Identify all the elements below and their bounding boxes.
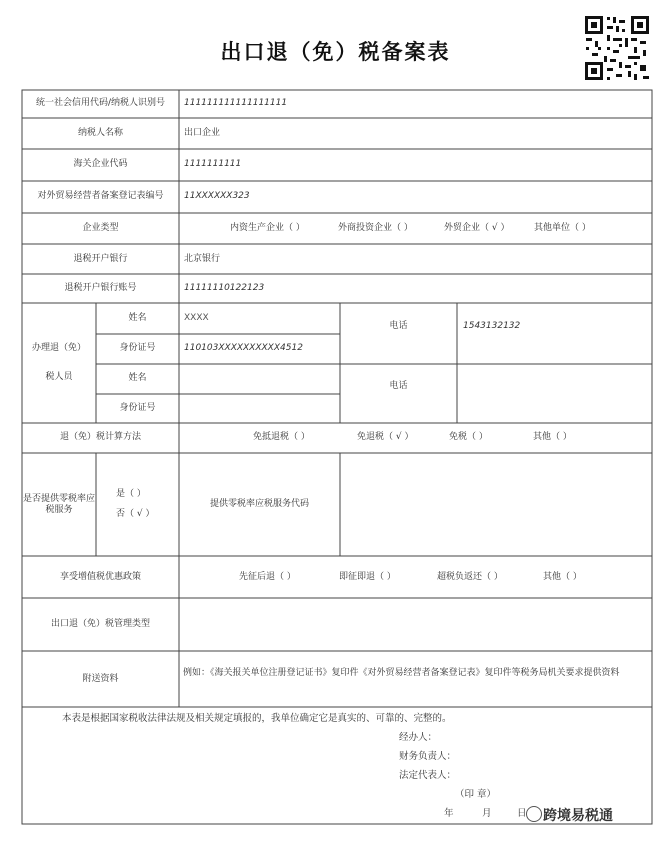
label-seal: （印 章）	[455, 789, 497, 800]
label-handler-line2: 税人员	[45, 372, 73, 382]
value-credit-code: 111111111111111111	[184, 98, 288, 108]
value-id-1: 110103XXXXXXXXXX4512	[184, 343, 303, 353]
option-exempt-credit-refund: 免抵退税（ ）	[253, 432, 310, 442]
option-trade-enterprise: 外贸企业（ √ ）	[444, 223, 510, 233]
label-trade-reg-no: 对外贸易经营者备案登记表编号	[37, 191, 164, 201]
label-handler-sign: 经办人：	[399, 732, 438, 743]
label-zero-rate-code: 提供零税率应税服务代码	[209, 499, 309, 509]
label-zero-rate-service: 是否提供零税率应税服务	[22, 494, 95, 515]
option-other-unit: 其他单位（ ）	[534, 223, 591, 233]
value-phone-1: 1543132132	[463, 321, 521, 331]
label-name-1: 姓名	[128, 313, 147, 323]
option-no: 否（ √ ）	[116, 509, 155, 519]
value-refund-account: 11111110122123	[184, 283, 265, 293]
option-immediate-refund: 即征即退（ ）	[339, 572, 396, 582]
option-levy-then-refund: 先征后退（ ）	[239, 572, 296, 582]
value-refund-bank: 北京银行	[184, 254, 221, 264]
option-yes: 是（ ）	[116, 489, 146, 499]
option-policy-other: 其他（ ）	[543, 572, 582, 582]
label-vat-policy: 享受增值税优惠政策	[59, 572, 141, 582]
option-calc-other: 其他（ ）	[533, 432, 572, 442]
label-id-2: 身份证号	[119, 403, 156, 413]
label-credit-code: 统一社会信用代码/纳税人识别号	[35, 98, 166, 108]
wechat-icon	[526, 806, 542, 822]
label-phone-2: 电话	[389, 381, 408, 391]
label-customs-code: 海关企业代码	[73, 159, 128, 169]
label-phone-1: 电话	[389, 321, 408, 331]
declaration-statement: 本表是根据国家税收法律法规及相关规定填报的，我单位确定它是真实的、可靠的、完整的。	[62, 713, 452, 724]
form-title: 出口退（免）税备案表	[220, 40, 451, 64]
option-foreign-invested: 外商投资企业（ ）	[338, 223, 413, 233]
label-taxpayer-name: 纳税人名称	[77, 128, 123, 138]
watermark: 跨境易税通	[543, 808, 613, 824]
label-finance-sign: 财务负责人：	[399, 751, 457, 762]
value-attachments: 例如：《海关报关单位注册登记证书》复印件《对外贸易经营者备案登记表》复印件等税务局机关要求提供资料	[183, 668, 620, 678]
value-trade-reg-no: 11XXXXXX323	[184, 191, 250, 201]
option-domestic-producer: 内资生产企业（ ）	[230, 223, 305, 233]
label-day: 日	[517, 808, 527, 819]
label-id-1: 身份证号	[119, 343, 156, 353]
label-mgmt-type: 出口退（免）税管理类型	[50, 619, 150, 629]
label-refund-bank: 退税开户银行	[73, 254, 128, 264]
label-attachments: 附送资料	[82, 674, 119, 684]
value-name-1: XXXX	[184, 313, 209, 323]
label-name-2: 姓名	[128, 373, 147, 383]
value-taxpayer-name: 出口企业	[184, 128, 221, 138]
option-exempt-refund: 免退税（ √ ）	[357, 432, 414, 442]
label-refund-account: 退税开户银行账号	[64, 283, 137, 293]
label-year: 年	[444, 808, 454, 819]
value-customs-code: 1111111111	[184, 159, 242, 169]
label-handler-line1: 办理退（免）	[31, 343, 86, 353]
option-over-burden-return: 超税负返还（ ）	[437, 572, 503, 582]
label-month: 月	[482, 808, 492, 819]
option-exempt: 免税（ ）	[449, 432, 488, 442]
label-enterprise-type: 企业类型	[82, 223, 119, 233]
label-legal-rep-sign: 法定代表人：	[399, 770, 457, 781]
label-calc-method: 退（免）税计算方法	[59, 432, 141, 442]
